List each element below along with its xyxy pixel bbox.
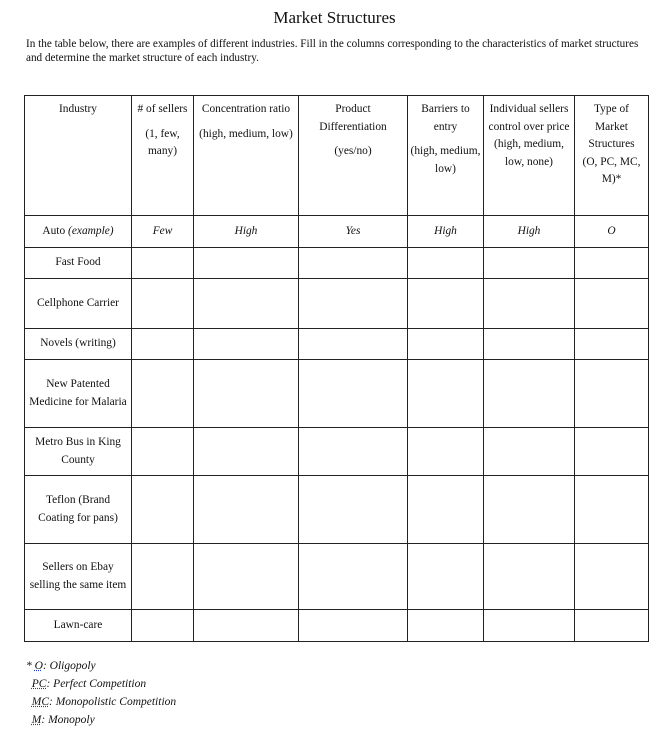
answer-cell[interactable]	[132, 476, 194, 544]
table-row	[25, 476, 649, 544]
answer-cell[interactable]	[132, 329, 194, 360]
header-number-of-sellers	[132, 96, 194, 216]
industry-name: Fast Food	[25, 248, 132, 279]
table-row	[25, 610, 649, 642]
answer-cell[interactable]	[194, 476, 299, 544]
answer-cell[interactable]	[299, 248, 408, 279]
answer-cell[interactable]	[132, 610, 194, 642]
legend-abbr: O	[34, 660, 43, 672]
answer-cell[interactable]	[299, 428, 408, 476]
answer-cell[interactable]	[575, 248, 649, 279]
answer-cell[interactable]	[194, 610, 299, 642]
answer-cell[interactable]	[194, 428, 299, 476]
example-value: Yes	[299, 216, 408, 248]
answer-cell[interactable]	[194, 248, 299, 279]
header-options: (1, few, many)	[145, 127, 180, 157]
answer-cell[interactable]	[408, 248, 484, 279]
answer-cell[interactable]	[194, 544, 299, 610]
answer-cell[interactable]	[408, 476, 484, 544]
legend-text: Monopolistic Competition	[55, 696, 177, 708]
answer-cell[interactable]	[132, 360, 194, 428]
answer-cell[interactable]	[408, 428, 484, 476]
legend-text: Oligopoly	[49, 660, 96, 672]
answer-cell[interactable]	[408, 360, 484, 428]
example-value: High	[408, 216, 484, 248]
table-row	[25, 428, 649, 476]
legend-item: MC: Monopolistic Competition	[31, 696, 177, 708]
header-industry	[25, 96, 132, 216]
answer-cell[interactable]	[484, 428, 575, 476]
legend-text: Perfect Competition	[53, 678, 147, 690]
header-price-control	[484, 96, 575, 216]
table-row	[25, 360, 649, 428]
answer-cell[interactable]	[299, 476, 408, 544]
industry-name: Auto	[42, 224, 66, 237]
industry-cell	[25, 216, 132, 248]
example-row	[25, 216, 649, 248]
answer-cell[interactable]	[132, 544, 194, 610]
header-market-structure-type	[575, 96, 649, 216]
header-label: Type of Market Structures	[588, 103, 635, 150]
answer-cell[interactable]	[484, 610, 575, 642]
header-options: (yes/no)	[334, 145, 372, 157]
answer-cell[interactable]	[299, 279, 408, 329]
answer-cell[interactable]	[132, 428, 194, 476]
answer-cell[interactable]	[575, 476, 649, 544]
legend-item: M: Monopoly	[31, 714, 95, 726]
answer-cell[interactable]	[484, 476, 575, 544]
answer-cell[interactable]	[408, 544, 484, 610]
example-value: O	[575, 216, 649, 248]
answer-cell[interactable]	[484, 248, 575, 279]
header-label: Individual sellers control over price	[488, 103, 570, 133]
industry-name: Novels (writing)	[25, 329, 132, 360]
answer-cell[interactable]	[575, 610, 649, 642]
header-options: (high, medium, low, none)	[494, 138, 564, 168]
header-concentration-ratio	[194, 96, 299, 216]
legend-item: PC: Perfect Competition	[31, 678, 147, 690]
answer-cell[interactable]	[408, 279, 484, 329]
market-structures-table	[24, 95, 649, 642]
header-options: (high, medium, low)	[410, 145, 481, 175]
answer-cell[interactable]	[484, 279, 575, 329]
answer-cell[interactable]	[575, 279, 649, 329]
header-label: Industry	[59, 103, 97, 115]
legend-abbr: PC	[31, 678, 47, 690]
industry-name: Lawn-care	[25, 610, 132, 642]
answer-cell[interactable]	[299, 544, 408, 610]
answer-cell[interactable]	[132, 248, 194, 279]
answer-cell[interactable]	[575, 544, 649, 610]
example-value: Few	[132, 216, 194, 248]
answer-cell[interactable]	[299, 610, 408, 642]
answer-cell[interactable]	[575, 360, 649, 428]
header-product-differentiation	[299, 96, 408, 216]
header-label: Concentration ratio	[201, 103, 291, 115]
answer-cell[interactable]	[194, 279, 299, 329]
answer-cell[interactable]	[484, 329, 575, 360]
answer-cell[interactable]	[575, 329, 649, 360]
answer-cell[interactable]	[194, 360, 299, 428]
header-label: # of sellers	[137, 103, 188, 115]
legend-abbr: M	[31, 714, 42, 726]
industry-name: Sellers on Ebay selling the same item	[25, 544, 132, 610]
answer-cell[interactable]	[132, 279, 194, 329]
legend-abbr: MC	[31, 696, 49, 708]
answer-cell[interactable]	[408, 329, 484, 360]
table-row	[25, 544, 649, 610]
table-row	[25, 279, 649, 329]
example-note: (example)	[68, 224, 114, 237]
industry-name: Teflon (Brand Coating for pans)	[25, 476, 132, 544]
page-title: Market Structures	[273, 8, 396, 27]
header-barriers-to-entry	[408, 96, 484, 216]
legend	[26, 657, 176, 729]
answer-cell[interactable]	[484, 360, 575, 428]
answer-cell[interactable]	[484, 544, 575, 610]
answer-cell[interactable]	[194, 329, 299, 360]
legend-item: * O: Oligopoly	[26, 660, 96, 672]
example-value: High	[484, 216, 575, 248]
header-options: (O, PC, MC, M)*	[582, 155, 641, 185]
header-label: Product Differentiation	[319, 103, 387, 133]
header-options: (high, medium, low)	[199, 127, 293, 140]
answer-cell[interactable]	[299, 360, 408, 428]
industry-name: Cellphone Carrier	[25, 279, 132, 329]
table-row	[25, 329, 649, 360]
header-label: Barriers to entry	[421, 103, 470, 133]
industry-name: New Patented Medicine for Malaria	[25, 360, 132, 428]
legend-text: Monopoly	[48, 714, 95, 726]
answer-cell[interactable]	[408, 610, 484, 642]
example-value: High	[194, 216, 299, 248]
industry-name: Metro Bus in King County	[25, 428, 132, 476]
table-row	[25, 248, 649, 279]
answer-cell[interactable]	[575, 428, 649, 476]
instructions-paragraph: In the table below, there are examples of different industries. Fill in the columns corresponding to the characteristics of market structures and determine the market structure of each industry.	[26, 38, 639, 64]
answer-cell[interactable]	[299, 329, 408, 360]
header-row	[25, 96, 649, 216]
